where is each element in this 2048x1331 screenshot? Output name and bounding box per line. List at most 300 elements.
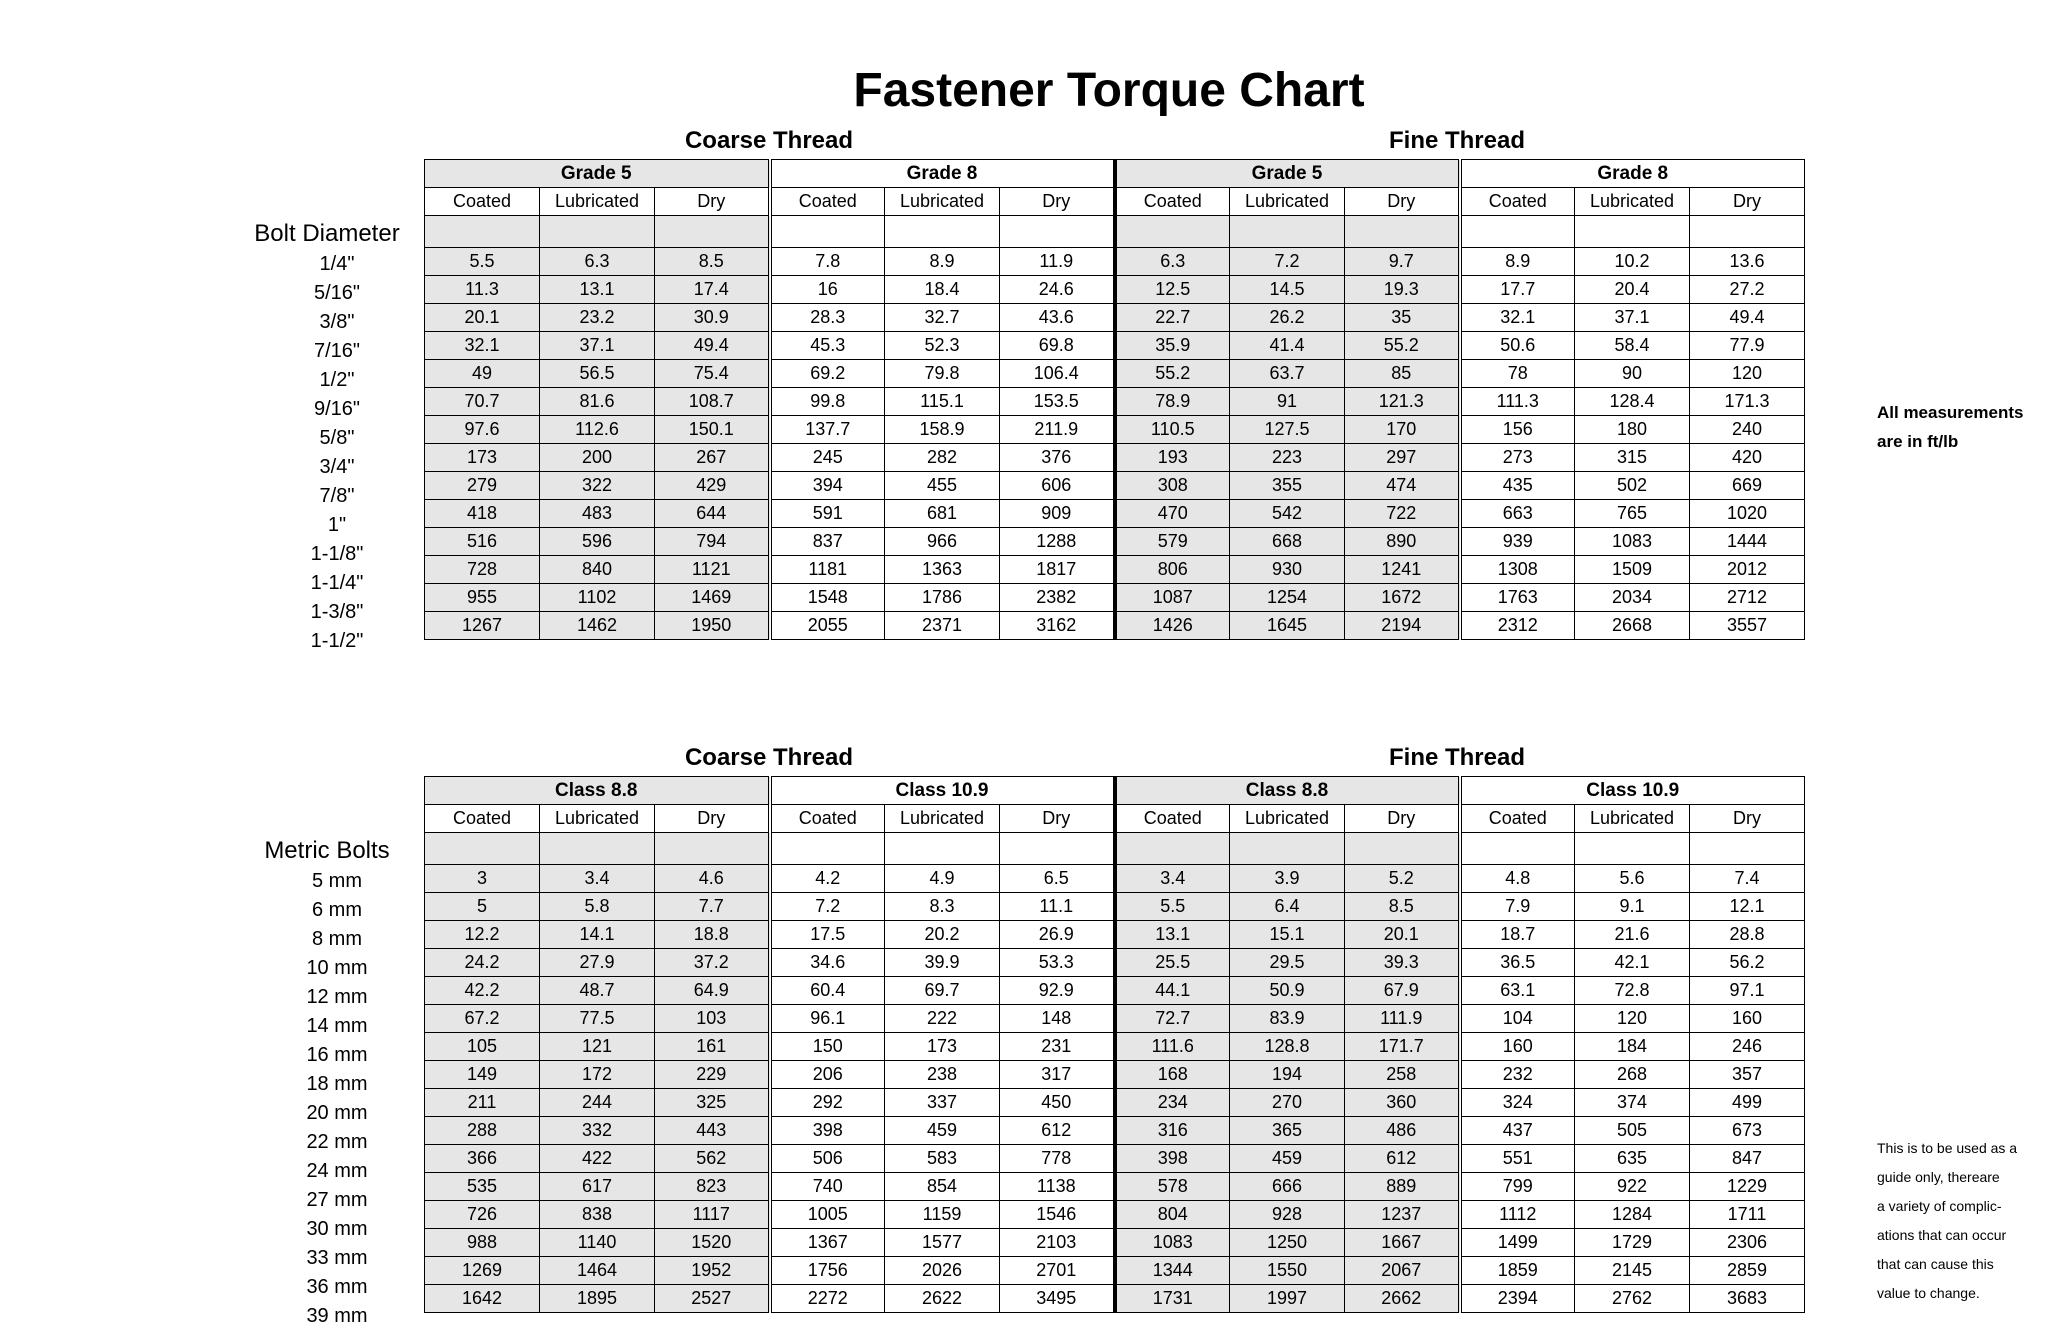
torque-cell: 666 <box>1230 1173 1345 1201</box>
group-header: Grade 8 <box>770 160 1115 188</box>
torque-cell: 6.5 <box>1000 865 1115 893</box>
torque-cell: 2055 <box>770 612 885 640</box>
row-label: 39 mm <box>306 1305 368 1327</box>
column-header: Coated <box>770 805 885 833</box>
torque-cell: 24.2 <box>425 949 540 977</box>
torque-cell: 115.1 <box>885 388 1000 416</box>
torque-cell: 4.9 <box>885 865 1000 893</box>
torque-cell: 48.7 <box>540 977 655 1005</box>
torque-cell: 2272 <box>770 1285 885 1313</box>
row-label: 7/8" <box>319 485 355 507</box>
torque-cell: 270 <box>1230 1089 1345 1117</box>
torque-cell: 928 <box>1230 1201 1345 1229</box>
torque-cell: 2312 <box>1460 612 1575 640</box>
torque-cell: 854 <box>885 1173 1000 1201</box>
torque-cell: 398 <box>1115 1145 1230 1173</box>
column-header: Dry <box>655 805 770 833</box>
torque-cell: 617 <box>540 1173 655 1201</box>
empty-cell <box>1345 833 1460 865</box>
units-note-line: are in ft/lb <box>1877 432 1959 451</box>
torque-cell: 804 <box>1115 1201 1230 1229</box>
torque-cell: 9.7 <box>1345 248 1460 276</box>
torque-cell: 324 <box>1460 1089 1575 1117</box>
row-label: 1-1/2" <box>310 630 364 652</box>
torque-cell: 726 <box>425 1201 540 1229</box>
torque-cell: 37.1 <box>540 332 655 360</box>
metric-bolts-header: Metric Bolts <box>264 837 390 864</box>
fine-thread-heading: Fine Thread <box>1388 127 1526 154</box>
torque-cell: 258 <box>1345 1061 1460 1089</box>
empty-cell <box>770 216 885 248</box>
torque-cell: 15.1 <box>1230 921 1345 949</box>
row-label: 7/16" <box>313 340 361 362</box>
torque-cell: 3683 <box>1690 1285 1805 1313</box>
empty-cell <box>655 833 770 865</box>
torque-cell: 5.2 <box>1345 865 1460 893</box>
torque-cell: 17.7 <box>1460 276 1575 304</box>
empty-cell <box>1230 833 1345 865</box>
torque-cell: 591 <box>770 500 885 528</box>
torque-cell: 1950 <box>655 612 770 640</box>
column-header: Lubricated <box>540 805 655 833</box>
group-header: Grade 5 <box>425 160 770 188</box>
torque-cell: 337 <box>885 1089 1000 1117</box>
torque-cell: 459 <box>885 1117 1000 1145</box>
torque-cell: 663 <box>1460 500 1575 528</box>
torque-cell: 2762 <box>1575 1285 1690 1313</box>
torque-cell: 137.7 <box>770 416 885 444</box>
torque-cell: 105 <box>425 1033 540 1061</box>
torque-cell: 111.9 <box>1345 1005 1460 1033</box>
torque-cell: 1237 <box>1345 1201 1460 1229</box>
torque-cell: 43.6 <box>1000 304 1115 332</box>
torque-cell: 422 <box>540 1145 655 1173</box>
torque-cell: 316 <box>1115 1117 1230 1145</box>
torque-cell: 172 <box>540 1061 655 1089</box>
torque-cell: 21.6 <box>1575 921 1690 949</box>
torque-cell: 499 <box>1690 1089 1805 1117</box>
column-header: Coated <box>1115 188 1230 216</box>
torque-cell: 806 <box>1115 556 1230 584</box>
torque-cell: 173 <box>885 1033 1000 1061</box>
row-label: 5/8" <box>319 427 355 449</box>
empty-cell <box>1690 833 1805 865</box>
torque-cell: 32.1 <box>425 332 540 360</box>
torque-cell: 474 <box>1345 472 1460 500</box>
row-label: 30 mm <box>306 1218 368 1240</box>
torque-cell: 673 <box>1690 1117 1805 1145</box>
torque-cell: 19.3 <box>1345 276 1460 304</box>
table-row <box>425 893 1805 921</box>
disclaimer-line: that can cause this <box>1877 1256 1994 1272</box>
torque-cell: 847 <box>1690 1145 1805 1173</box>
torque-cell: 579 <box>1115 528 1230 556</box>
torque-cell: 583 <box>885 1145 1000 1173</box>
group-header: Grade 5 <box>1115 160 1460 188</box>
torque-cell: 1763 <box>1460 584 1575 612</box>
torque-cell: 39.3 <box>1345 949 1460 977</box>
torque-cell: 2527 <box>655 1285 770 1313</box>
torque-cell: 535 <box>425 1173 540 1201</box>
table-row <box>425 1061 1805 1089</box>
torque-cell: 1308 <box>1460 556 1575 584</box>
disclaimer-line: guide only, thereare <box>1877 1169 2000 1185</box>
torque-cell: 3557 <box>1690 612 1805 640</box>
torque-cell: 483 <box>540 500 655 528</box>
torque-cell: 53.3 <box>1000 949 1115 977</box>
metric-bolt-labels <box>237 867 437 1331</box>
empty-cell <box>540 833 655 865</box>
torque-cell: 332 <box>540 1117 655 1145</box>
column-header: Lubricated <box>540 188 655 216</box>
torque-cell: 1367 <box>770 1229 885 1257</box>
torque-cell: 3.4 <box>540 865 655 893</box>
torque-cell: 612 <box>1345 1145 1460 1173</box>
torque-cell: 1426 <box>1115 612 1230 640</box>
group-header: Class 8.8 <box>425 777 770 805</box>
torque-cell: 394 <box>770 472 885 500</box>
torque-cell: 5.6 <box>1575 865 1690 893</box>
torque-cell: 1509 <box>1575 556 1690 584</box>
torque-cell: 77.5 <box>540 1005 655 1033</box>
torque-cell: 79.8 <box>885 360 1000 388</box>
torque-cell: 128.4 <box>1575 388 1690 416</box>
torque-cell: 28.3 <box>770 304 885 332</box>
torque-cell: 2668 <box>1575 612 1690 640</box>
torque-cell: 170 <box>1345 416 1460 444</box>
torque-cell: 1577 <box>885 1229 1000 1257</box>
torque-cell: 1550 <box>1230 1257 1345 1285</box>
column-header: Lubricated <box>885 805 1000 833</box>
torque-cell: 1087 <box>1115 584 1230 612</box>
empty-cell <box>1115 216 1230 248</box>
torque-cell: 97.6 <box>425 416 540 444</box>
torque-cell: 1997 <box>1230 1285 1345 1313</box>
torque-cell: 1859 <box>1460 1257 1575 1285</box>
torque-cell: 1645 <box>1230 612 1345 640</box>
torque-cell: 41.4 <box>1230 332 1345 360</box>
torque-cell: 1140 <box>540 1229 655 1257</box>
torque-cell: 27.2 <box>1690 276 1805 304</box>
disclaimer-note <box>1877 1134 2048 1308</box>
torque-cell: 13.1 <box>540 276 655 304</box>
table-row <box>425 1201 1805 1229</box>
row-label: 33 mm <box>306 1247 368 1269</box>
torque-cell: 55.2 <box>1345 332 1460 360</box>
empty-cell <box>1000 833 1115 865</box>
torque-cell: 890 <box>1345 528 1460 556</box>
torque-cell: 1548 <box>770 584 885 612</box>
torque-cell: 28.8 <box>1690 921 1805 949</box>
empty-cell <box>1230 216 1345 248</box>
torque-cell: 455 <box>885 472 1000 500</box>
empty-cell <box>1575 833 1690 865</box>
torque-cell: 35.9 <box>1115 332 1230 360</box>
torque-cell: 1499 <box>1460 1229 1575 1257</box>
torque-cell: 184 <box>1575 1033 1690 1061</box>
torque-cell: 282 <box>885 444 1000 472</box>
torque-cell: 20.2 <box>885 921 1000 949</box>
torque-cell: 1267 <box>425 612 540 640</box>
torque-cell: 374 <box>1575 1089 1690 1117</box>
row-label: 14 mm <box>306 1015 368 1037</box>
torque-cell: 106.4 <box>1000 360 1115 388</box>
torque-cell: 562 <box>655 1145 770 1173</box>
torque-cell: 1952 <box>655 1257 770 1285</box>
empty-cell <box>655 216 770 248</box>
table-row <box>425 248 1805 276</box>
table-row <box>425 1257 1805 1285</box>
torque-cell: 2622 <box>885 1285 1000 1313</box>
page-title: Fastener Torque Chart <box>853 64 1365 117</box>
torque-cell: 110.5 <box>1115 416 1230 444</box>
torque-cell: 2103 <box>1000 1229 1115 1257</box>
torque-cell: 1469 <box>655 584 770 612</box>
table-row <box>425 556 1805 584</box>
row-label: 24 mm <box>306 1160 368 1182</box>
torque-cell: 8.3 <box>885 893 1000 921</box>
torque-cell: 360 <box>1345 1089 1460 1117</box>
torque-cell: 437 <box>1460 1117 1575 1145</box>
torque-cell: 18.4 <box>885 276 1000 304</box>
empty-cell <box>540 216 655 248</box>
empty-cell <box>425 216 540 248</box>
torque-cell: 49.4 <box>655 332 770 360</box>
group-header: Grade 8 <box>1460 160 1805 188</box>
torque-cell: 668 <box>1230 528 1345 556</box>
torque-cell: 308 <box>1115 472 1230 500</box>
torque-cell: 91 <box>1230 388 1345 416</box>
torque-cell: 1667 <box>1345 1229 1460 1257</box>
torque-cell: 840 <box>540 556 655 584</box>
torque-cell: 69.2 <box>770 360 885 388</box>
metric-coarse-thread-heading: Coarse Thread <box>684 744 854 771</box>
torque-cell: 17.5 <box>770 921 885 949</box>
row-label: 16 mm <box>306 1044 368 1066</box>
torque-cell: 1817 <box>1000 556 1115 584</box>
torque-cell: 97.1 <box>1690 977 1805 1005</box>
torque-cell: 39.9 <box>885 949 1000 977</box>
torque-cell: 355 <box>1230 472 1345 500</box>
torque-cell: 90 <box>1575 360 1690 388</box>
torque-cell: 232 <box>1460 1061 1575 1089</box>
torque-cell: 2194 <box>1345 612 1460 640</box>
torque-cell: 939 <box>1460 528 1575 556</box>
column-header: Dry <box>1345 188 1460 216</box>
torque-cell: 889 <box>1345 1173 1460 1201</box>
column-header: Dry <box>655 188 770 216</box>
torque-cell: 26.9 <box>1000 921 1115 949</box>
torque-cell: 49.4 <box>1690 304 1805 332</box>
torque-cell: 2145 <box>1575 1257 1690 1285</box>
torque-cell: 222 <box>885 1005 1000 1033</box>
row-label: 36 mm <box>306 1276 368 1298</box>
torque-cell: 3.4 <box>1115 865 1230 893</box>
torque-cell: 681 <box>885 500 1000 528</box>
torque-cell: 206 <box>770 1061 885 1089</box>
torque-cell: 50.6 <box>1460 332 1575 360</box>
torque-cell: 1642 <box>425 1285 540 1313</box>
torque-cell: 486 <box>1345 1117 1460 1145</box>
torque-cell: 96.1 <box>770 1005 885 1033</box>
column-header: Coated <box>425 805 540 833</box>
torque-cell: 551 <box>1460 1145 1575 1173</box>
row-label: 1/2" <box>319 369 355 391</box>
torque-cell: 1181 <box>770 556 885 584</box>
torque-cell: 160 <box>1460 1033 1575 1061</box>
torque-cell: 644 <box>655 500 770 528</box>
torque-cell: 317 <box>1000 1061 1115 1089</box>
torque-cell: 4.2 <box>770 865 885 893</box>
torque-cell: 34.6 <box>770 949 885 977</box>
torque-cell: 37.2 <box>655 949 770 977</box>
torque-cell: 1672 <box>1345 584 1460 612</box>
torque-cell: 20.1 <box>1345 921 1460 949</box>
torque-cell: 11.3 <box>425 276 540 304</box>
torque-cell: 435 <box>1460 472 1575 500</box>
torque-cell: 966 <box>885 528 1000 556</box>
torque-cell: 3162 <box>1000 612 1115 640</box>
torque-cell: 56.5 <box>540 360 655 388</box>
empty-cell <box>1345 216 1460 248</box>
torque-cell: 11.1 <box>1000 893 1115 921</box>
torque-cell: 1731 <box>1115 1285 1230 1313</box>
empty-cell <box>425 833 540 865</box>
subcolumn-header-row <box>425 188 1805 216</box>
torque-cell: 8.9 <box>1460 248 1575 276</box>
torque-cell: 4.6 <box>655 865 770 893</box>
torque-cell: 2306 <box>1690 1229 1805 1257</box>
torque-cell: 1117 <box>655 1201 770 1229</box>
torque-cell: 5.5 <box>1115 893 1230 921</box>
torque-cell: 955 <box>425 584 540 612</box>
coarse-thread-heading: Coarse Thread <box>684 127 854 154</box>
table-row <box>425 528 1805 556</box>
torque-cell: 18.8 <box>655 921 770 949</box>
torque-cell: 223 <box>1230 444 1345 472</box>
torque-cell: 92.9 <box>1000 977 1115 1005</box>
torque-cell: 2701 <box>1000 1257 1115 1285</box>
column-header: Dry <box>1345 805 1460 833</box>
torque-cell: 799 <box>1460 1173 1575 1201</box>
table-row <box>425 388 1805 416</box>
torque-cell: 193 <box>1115 444 1230 472</box>
empty-cell <box>1460 833 1575 865</box>
torque-cell: 8.5 <box>655 248 770 276</box>
torque-cell: 1159 <box>885 1201 1000 1229</box>
torque-cell: 1729 <box>1575 1229 1690 1257</box>
column-header: Dry <box>1690 805 1805 833</box>
torque-cell: 32.1 <box>1460 304 1575 332</box>
torque-cell: 506 <box>770 1145 885 1173</box>
torque-cell: 722 <box>1345 500 1460 528</box>
torque-cell: 168 <box>1115 1061 1230 1089</box>
torque-cell: 7.9 <box>1460 893 1575 921</box>
row-label: 1" <box>327 514 347 536</box>
torque-cell: 1363 <box>885 556 1000 584</box>
torque-cell: 2859 <box>1690 1257 1805 1285</box>
torque-cell: 1344 <box>1115 1257 1230 1285</box>
torque-cell: 56.2 <box>1690 949 1805 977</box>
torque-cell: 103 <box>655 1005 770 1033</box>
torque-cell: 1250 <box>1230 1229 1345 1257</box>
torque-cell: 180 <box>1575 416 1690 444</box>
column-header: Dry <box>1000 805 1115 833</box>
torque-cell: 171.7 <box>1345 1033 1460 1061</box>
torque-cell: 1241 <box>1345 556 1460 584</box>
torque-cell: 516 <box>425 528 540 556</box>
torque-cell: 149 <box>425 1061 540 1089</box>
torque-cell: 245 <box>770 444 885 472</box>
torque-cell: 1020 <box>1690 500 1805 528</box>
torque-cell: 5 <box>425 893 540 921</box>
torque-cell: 64.9 <box>655 977 770 1005</box>
torque-cell: 596 <box>540 528 655 556</box>
torque-cell: 120 <box>1575 1005 1690 1033</box>
torque-cell: 12.2 <box>425 921 540 949</box>
torque-cell: 112.6 <box>540 416 655 444</box>
torque-cell: 7.2 <box>770 893 885 921</box>
torque-cell: 240 <box>1690 416 1805 444</box>
column-header: Coated <box>770 188 885 216</box>
table-row <box>425 304 1805 332</box>
table-row <box>425 1089 1805 1117</box>
row-label: 9/16" <box>313 398 361 420</box>
torque-cell: 2012 <box>1690 556 1805 584</box>
torque-cell: 27.9 <box>540 949 655 977</box>
torque-cell: 14.1 <box>540 921 655 949</box>
disclaimer-line: value to change. <box>1877 1285 1980 1301</box>
torque-cell: 450 <box>1000 1089 1115 1117</box>
torque-cell: 578 <box>1115 1173 1230 1201</box>
bolt-diameter-labels <box>237 250 437 656</box>
torque-cell: 231 <box>1000 1033 1115 1061</box>
torque-cell: 234 <box>1115 1089 1230 1117</box>
torque-cell: 3.9 <box>1230 865 1345 893</box>
torque-cell: 7.8 <box>770 248 885 276</box>
torque-cell: 37.1 <box>1575 304 1690 332</box>
torque-cell: 69.8 <box>1000 332 1115 360</box>
torque-cell: 606 <box>1000 472 1115 500</box>
torque-cell: 194 <box>1230 1061 1345 1089</box>
row-label: 1/4" <box>319 253 355 275</box>
torque-cell: 6.4 <box>1230 893 1345 921</box>
torque-cell: 211 <box>425 1089 540 1117</box>
empty-cell <box>1575 216 1690 248</box>
torque-cell: 32.7 <box>885 304 1000 332</box>
torque-cell: 173 <box>425 444 540 472</box>
torque-cell: 2067 <box>1345 1257 1460 1285</box>
torque-cell: 1444 <box>1690 528 1805 556</box>
group-header: Class 10.9 <box>1460 777 1805 805</box>
torque-cell: 104 <box>1460 1005 1575 1033</box>
torque-cell: 20.1 <box>425 304 540 332</box>
column-header: Lubricated <box>1230 188 1345 216</box>
torque-cell: 292 <box>770 1089 885 1117</box>
row-label: 27 mm <box>306 1189 368 1211</box>
torque-cell: 10.2 <box>1575 248 1690 276</box>
torque-cell: 16 <box>770 276 885 304</box>
torque-cell: 26.2 <box>1230 304 1345 332</box>
torque-cell: 45.3 <box>770 332 885 360</box>
torque-cell: 6.3 <box>540 248 655 276</box>
bolt-diameter-header: Bolt Diameter <box>254 220 400 247</box>
row-label: 22 mm <box>306 1131 368 1153</box>
table-row <box>425 1145 1805 1173</box>
torque-cell: 1083 <box>1575 528 1690 556</box>
table-row <box>425 500 1805 528</box>
torque-cell: 171.3 <box>1690 388 1805 416</box>
